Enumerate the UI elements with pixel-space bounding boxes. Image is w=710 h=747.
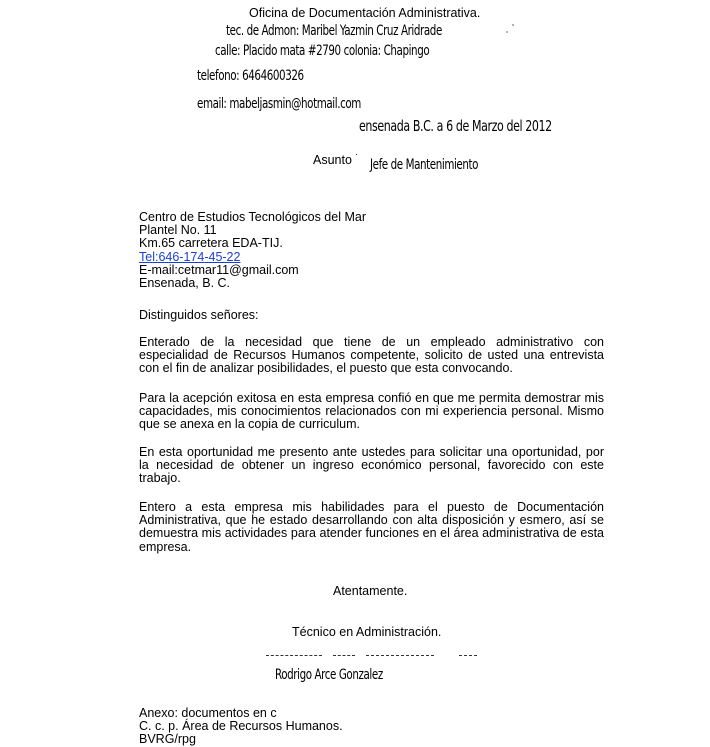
salutation: Distinguidos señores: [139,308,259,322]
body-paragraph-2: Para la acepción exitosa en esta empresa confió en que me permita demostrar mis capacidades, mis conocimientos relacionados con mi experiencia personal. Mismo que se anexa en la copia de curriculum. [139,391,604,432]
recipient-campus: Plantel No. 11 [139,223,217,238]
sender-address: calle: Placido mata #2790 colonia: Chapingo [215,43,430,59]
signer-title: Técnico en Administración. [292,625,442,639]
scan-speck [512,24,514,26]
scan-speck [506,31,508,33]
signature-line [266,655,322,657]
annex-line: Anexo: documentos en c [139,706,277,720]
recipient-city: Ensenada, B. C. [139,276,231,291]
signature-line [366,655,434,657]
office-title: Oficina de Documentación Administrativa. [249,6,481,20]
sender-email: email: mabeljasmin@hotmail.com [197,96,361,112]
cc-line: C. c. p. Área de Recursos Humanos. [139,719,343,734]
subject-separator: · [355,149,358,159]
body-paragraph-3: En esta oportunidad me presento ante ustedes para solicitar una oportunidad, por la necesidad de obtener un ingreso económico personal, favorecido con este trabajo. [139,445,604,486]
signature-line [333,655,355,657]
recipient-email: E-mail:cetmar11@gmail.com [139,262,299,277]
subject-value: Jefe de Mantenimiento [370,157,479,173]
letter-date: ensenada B.C. a 6 de Marzo del 2012 [359,117,552,135]
closing-regards: Atentamente. [333,584,408,598]
subject-label: Asunto [313,153,352,167]
recipient-institution: Centro de Estudios Tecnológicos del Mar [139,210,366,224]
body-paragraph-1: Enterado de la necesidad que tiene de un empleado administrativo con especialidad de Recursos Humanos competente, solicito de usted una entrevista con el fin de analizar posibilidades, el puesto que esta convocando. [139,335,604,376]
signer-name: Rodrigo Arce Gonzalez [275,667,383,683]
sender-phone: telefono: 6464600326 [197,68,304,84]
body-paragraph-4: Entero a esta empresa mis habilidades para el puesto de Documentación Administrativa, que he estado desarrollando con alta disposición y esmero, así se demuestra mis actividades para atender funciones en el área administrativa de esta empresa. [139,500,604,554]
footer-block [139,707,343,747]
recipient-block [139,211,366,290]
sender-name: tec. de Admon: Maribel Yazmin Cruz Aridrade [226,23,442,39]
recipient-road: Km.65 carretera EDA-TIJ. [139,236,283,251]
recipient-phone-link[interactable]: Tel:646-174-45-22 [139,249,241,264]
signature-line [459,655,477,657]
initials-line: BVRG/rpg [139,732,196,747]
